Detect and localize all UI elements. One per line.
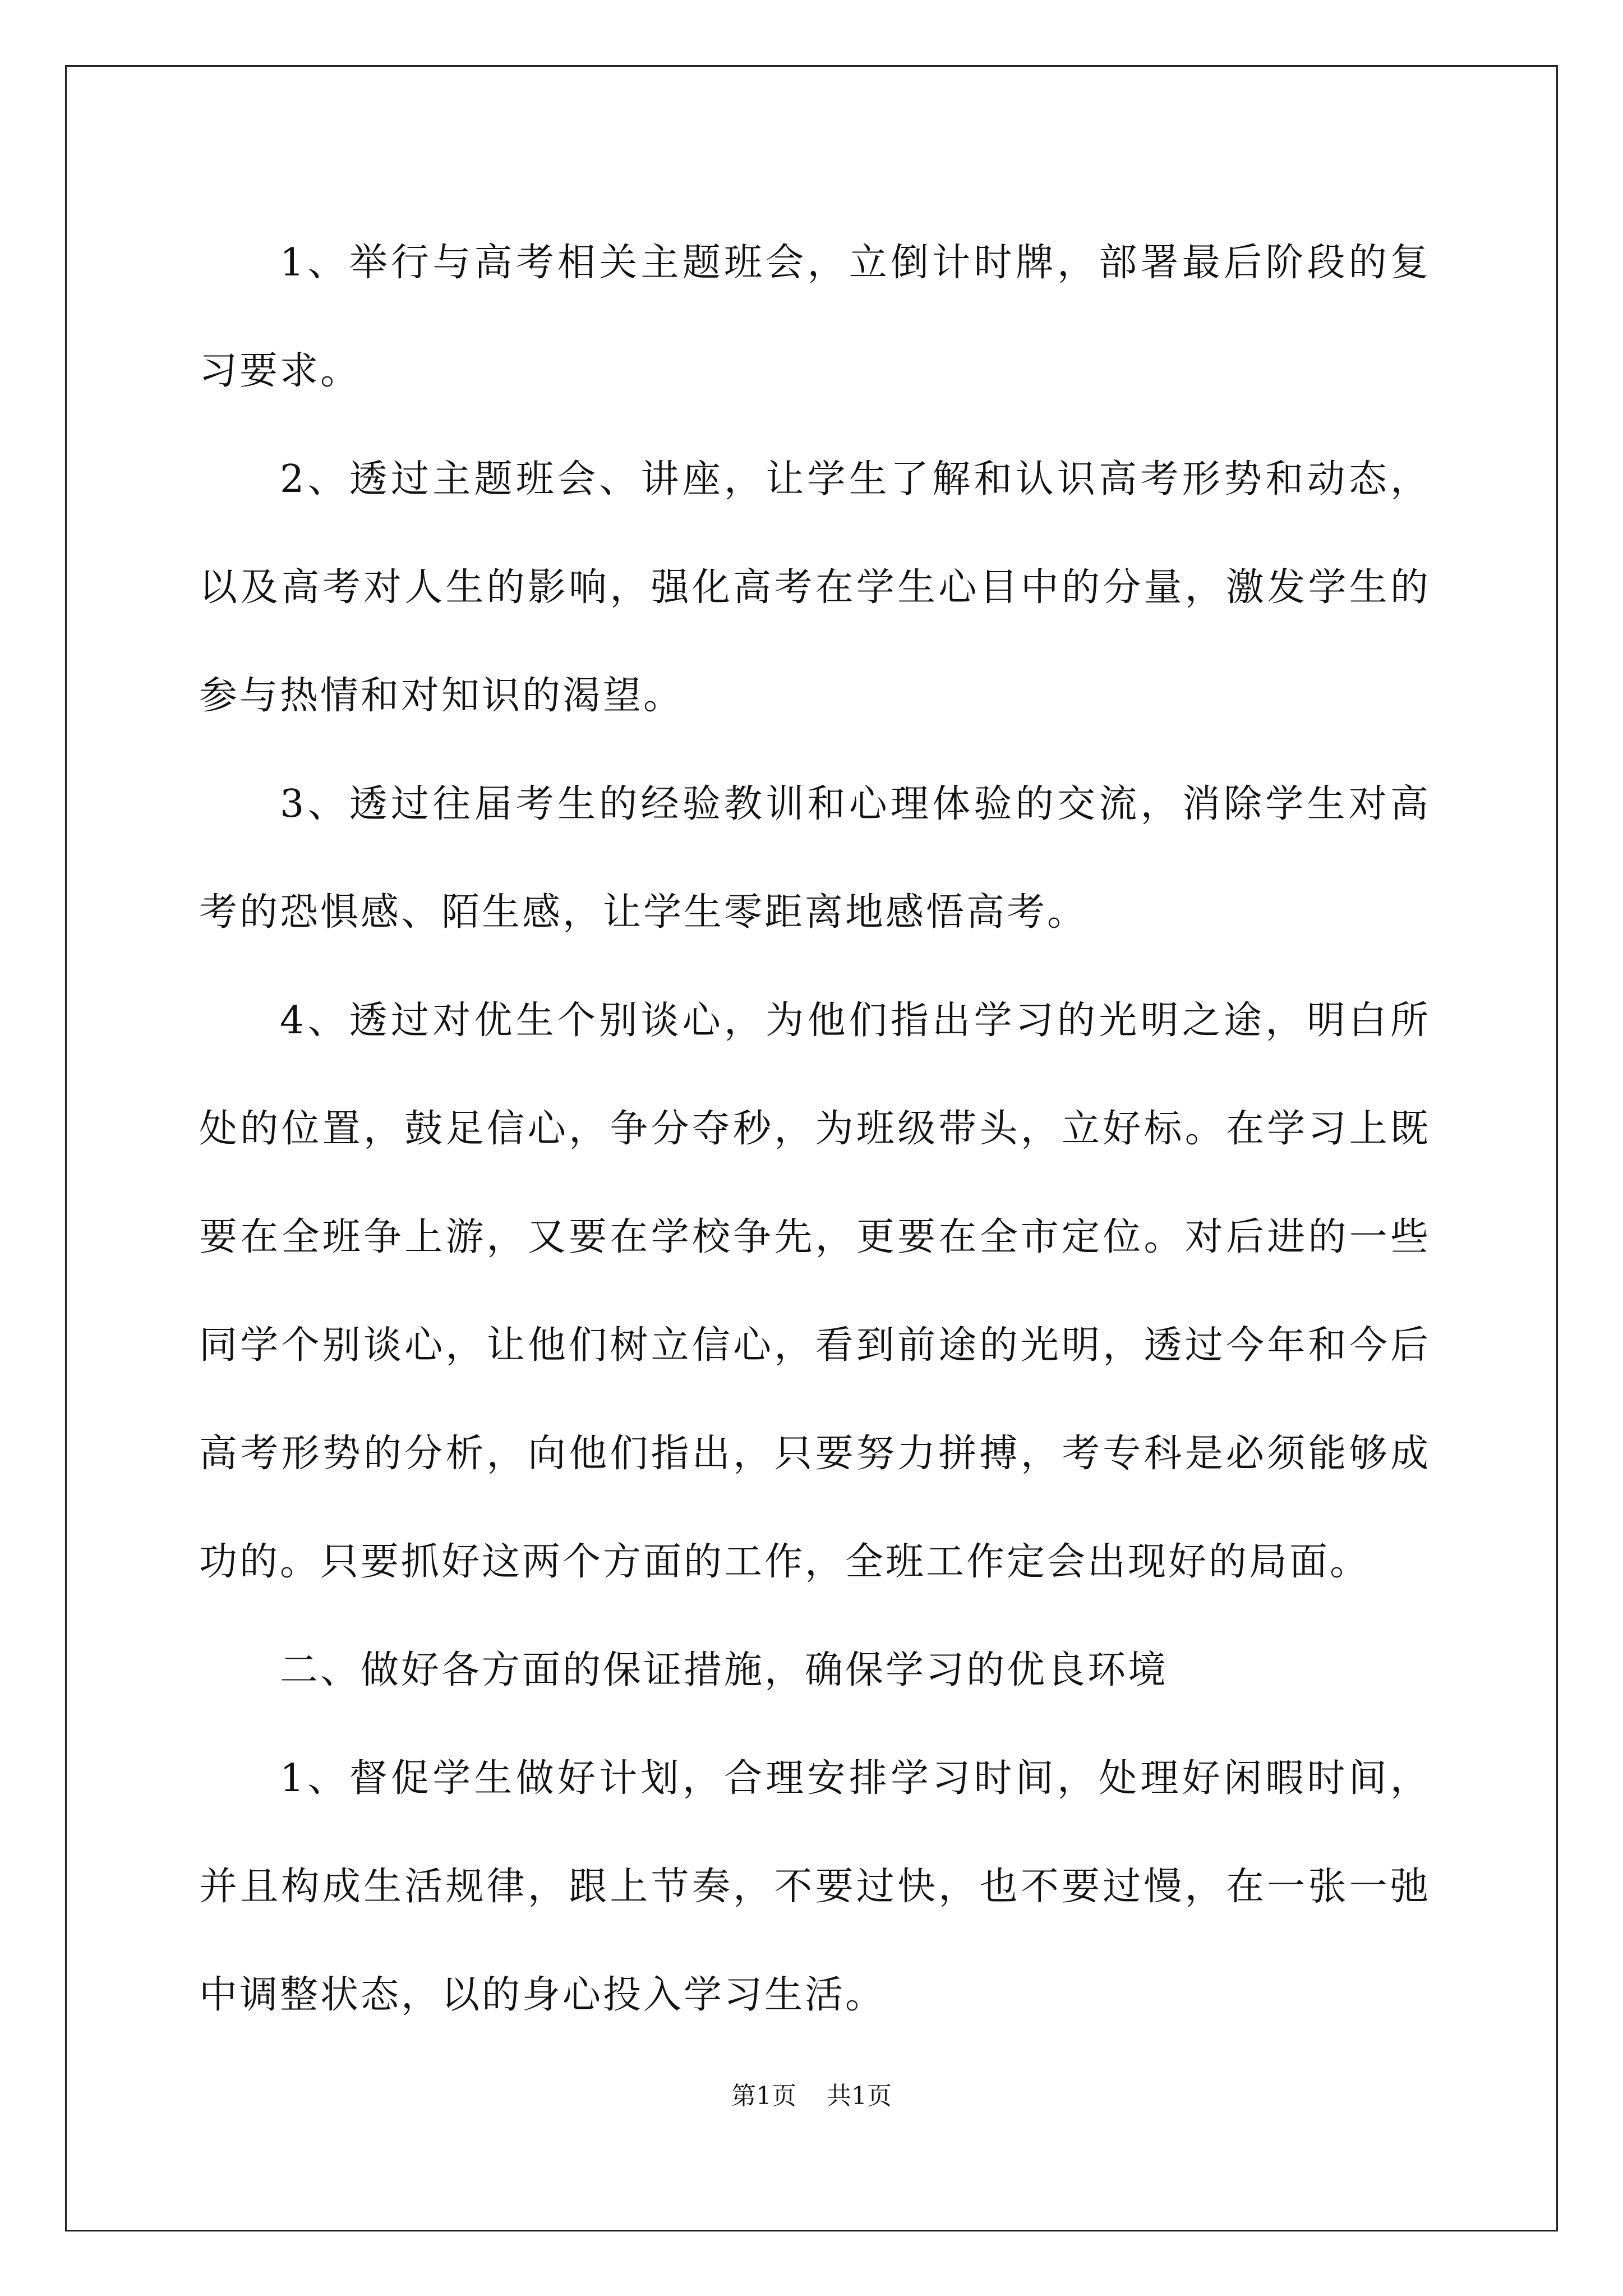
page-footer — [0, 2076, 1623, 2111]
paragraph-5: 1、督促学生做好计划，合理安排学习时间，处理好闲暇时间，并且构成生活规律，跟上节奏，不要过快，也不要过慢，在一张一弛中调整状态，以的身心投入学习生活。 — [199, 1756, 1431, 2017]
paragraph-2: 2、透过主题班会、讲座，让学生了解和认识高考形势和动态，以及高考对人生的影响，强化高考在学生心目中的分量，激发学生的参与热情和对知识的渴望。 — [199, 457, 1431, 718]
document-body — [199, 209, 1431, 2049]
page-number: 第1页 — [731, 2082, 796, 2110]
section-heading: 二、做好各方面的保证措施，确保学习的优良环境 — [280, 1648, 1169, 1692]
page-total: 共1页 — [827, 2082, 892, 2110]
paragraph-1: 1、举行与高考相关主题班会，立倒计时牌，部署最后阶段的复习要求。 — [199, 241, 1431, 393]
paragraph-3: 3、透过往届考生的经验教训和心理体验的交流，消除学生对高考的恐惧感、陌生感，让学生零距离地感悟高考。 — [199, 782, 1431, 935]
paragraph-4: 4、透过对优生个别谈心，为他们指出学习的光明之途，明白所处的位置，鼓足信心，争分夺秒，为班级带头，立好标。在学习上既要在全班争上游，又要在学校争先，更要在全市定位。对后进的一些同学个别谈心，让他们树立信心，看到前途的光明，透过今年和今后高考形势的分析，向他们指出，只要努力拼搏，考专科是必须能够成功的。只要抓好这两个方面的工作，全班工作定会出现好的局面。 — [199, 999, 1431, 1584]
